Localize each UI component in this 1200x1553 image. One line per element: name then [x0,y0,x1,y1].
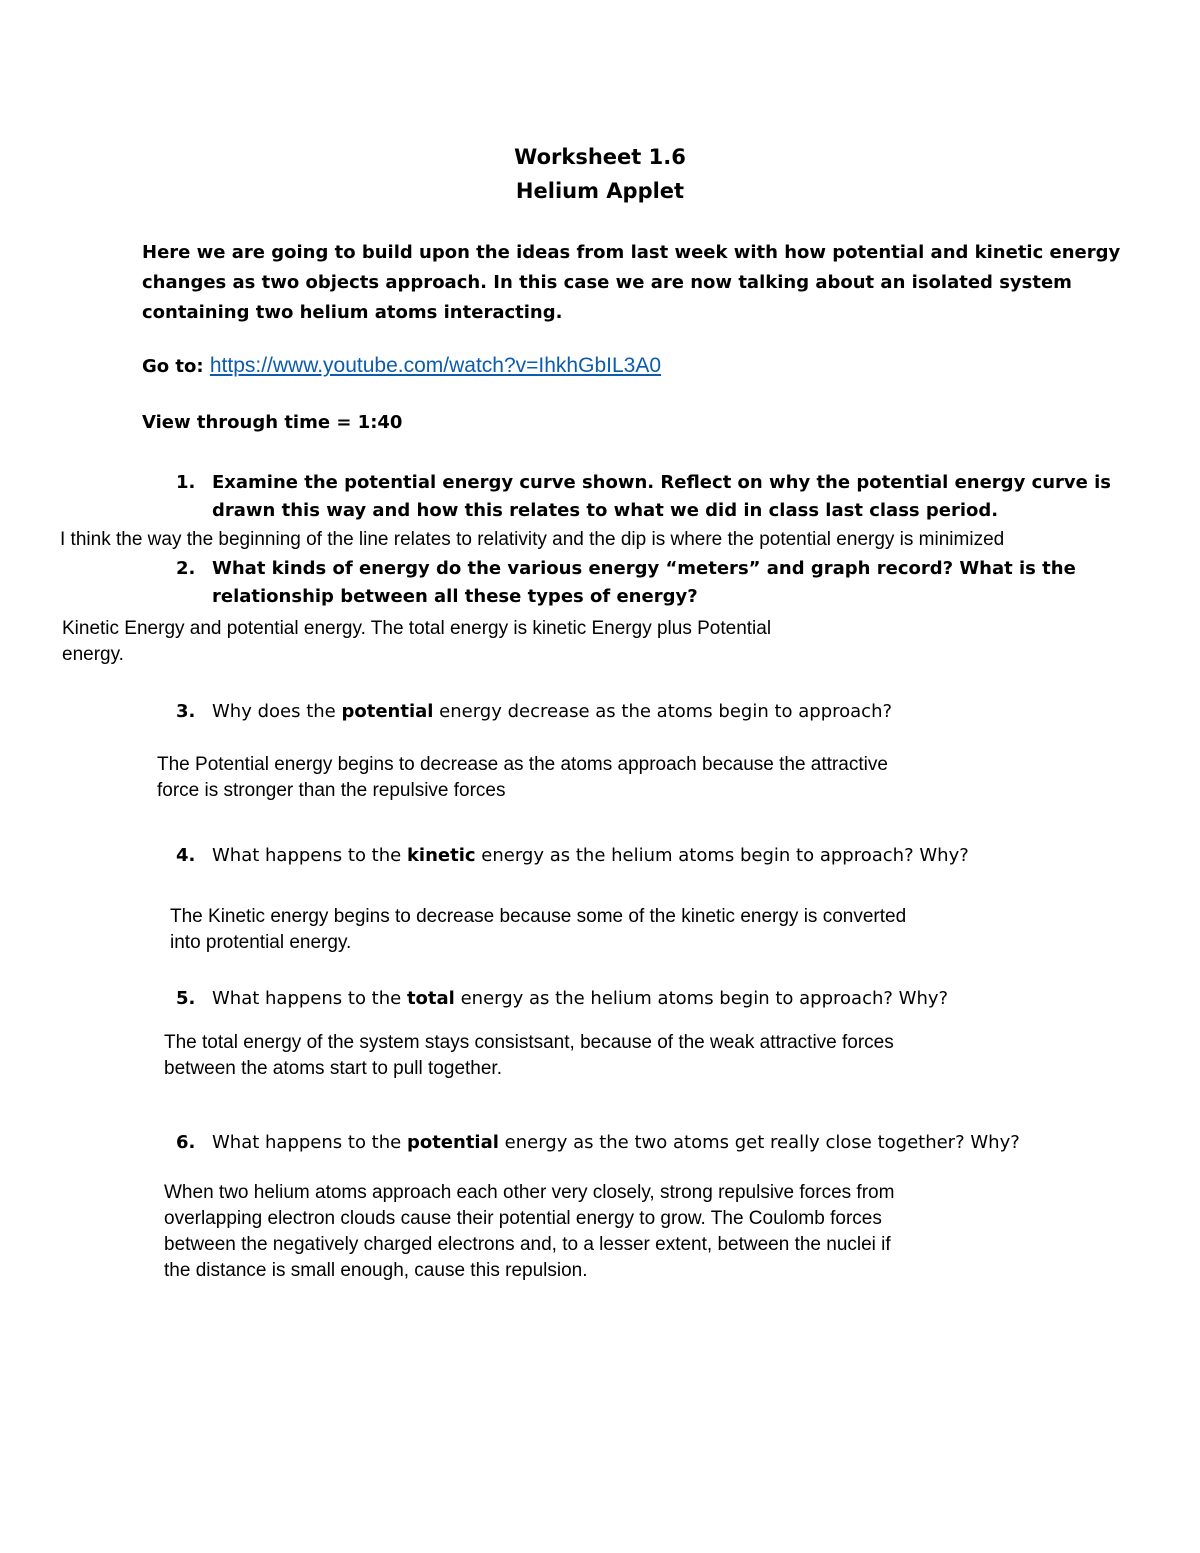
question-text: What kinds of energy do the various energy “meters” and graph record? What is the [212,558,1076,579]
goto-label: Go to: [142,356,210,377]
question-number: 6. [176,1132,196,1153]
intro-line: containing two helium atoms interacting. [142,302,563,323]
question-text: energy as the helium atoms begin to approach? [454,988,899,1009]
answer-line: between the atoms start to pull together. [164,1058,502,1079]
question-text: What happens to the [212,988,407,1009]
question-keyword: total [406,988,455,1009]
question-text: energy decrease as the atoms begin to approach? [433,701,893,722]
answer-line: overlapping electron clouds cause their potential energy to grow. The Coulomb forces [164,1208,882,1229]
question-5 [176,985,948,1013]
answer-6 [164,1180,894,1284]
question-text: energy as the two atoms get really close together? [498,1132,971,1153]
question-1 [176,469,1111,525]
question-4 [176,842,969,870]
answer-line: energy. [62,644,124,665]
question-text: Why does the [212,701,342,722]
answer-line: When two helium atoms approach each other very closely, strong repulsive forces from [164,1182,895,1203]
question-text: What happens to the [212,845,407,866]
question-number: 1. [176,472,196,493]
question-why: Why? [898,988,949,1009]
question-keyword: kinetic [406,845,476,866]
question-keyword: potential [406,1132,499,1153]
question-3 [176,698,892,726]
answer-line: The Potential energy begins to decrease as the atoms approach because the attractive [157,754,888,775]
intro-paragraph [142,238,1121,328]
answer-2 [62,616,771,668]
question-number: 2. [176,558,196,579]
page-title: Worksheet 1.6 [514,145,686,169]
question-text: What happens to the [212,1132,407,1153]
page-subtitle: Helium Applet [515,179,685,203]
answer-3 [157,752,888,804]
question-why: Why? [919,845,969,866]
question-text-cont: relationship between all these types of energy? [212,586,698,607]
question-text-cont: drawn this way and how this relates to what we did in class last class period. [212,500,999,521]
answer-line: I think the way the beginning of the line relates to relativity and the dip is where the potential energy is minimized [60,529,1005,550]
answer-line: into protential energy. [170,932,352,953]
answer-line: The Kinetic energy begins to decrease because some of the kinetic energy is converted [170,906,907,927]
goto-line [142,354,661,378]
question-number: 3. [176,701,196,722]
question-keyword: potential [341,701,434,722]
question-2 [176,555,1076,611]
question-why: Why? [970,1132,1020,1153]
answer-line: force is stronger than the repulsive forces [157,780,506,801]
answer-5 [164,1030,894,1082]
question-number: 5. [176,988,196,1009]
intro-line: changes as two objects approach. In this case we are now talking about an isolated system [142,272,1072,293]
answer-line: The total energy of the system stays consistsant, because of the weak attractive forces [164,1032,894,1053]
answer-1 [60,527,1004,553]
youtube-link[interactable]: https://www.youtube.com/watch?v=IhkhGbIL3A0 [209,354,662,377]
question-6 [176,1129,1020,1157]
question-text: Examine the potential energy curve shown. Reflect on why the potential energy curve is [212,472,1112,493]
question-number: 4. [176,845,196,866]
answer-line: between the negatively charged electrons and, to a lesser extent, between the nuclei if [164,1234,891,1255]
view-instruction: View through time = 1:40 [142,412,403,433]
intro-line: Here we are going to build upon the ideas from last week with how potential and kinetic energy [142,242,1121,263]
answer-line: the distance is small enough, cause this repulsion. [164,1260,588,1281]
answer-4 [170,904,906,956]
question-text: energy as the helium atoms begin to approach? [475,845,920,866]
answer-line: Kinetic Energy and potential energy. The total energy is kinetic Energy plus Potential [62,618,772,639]
